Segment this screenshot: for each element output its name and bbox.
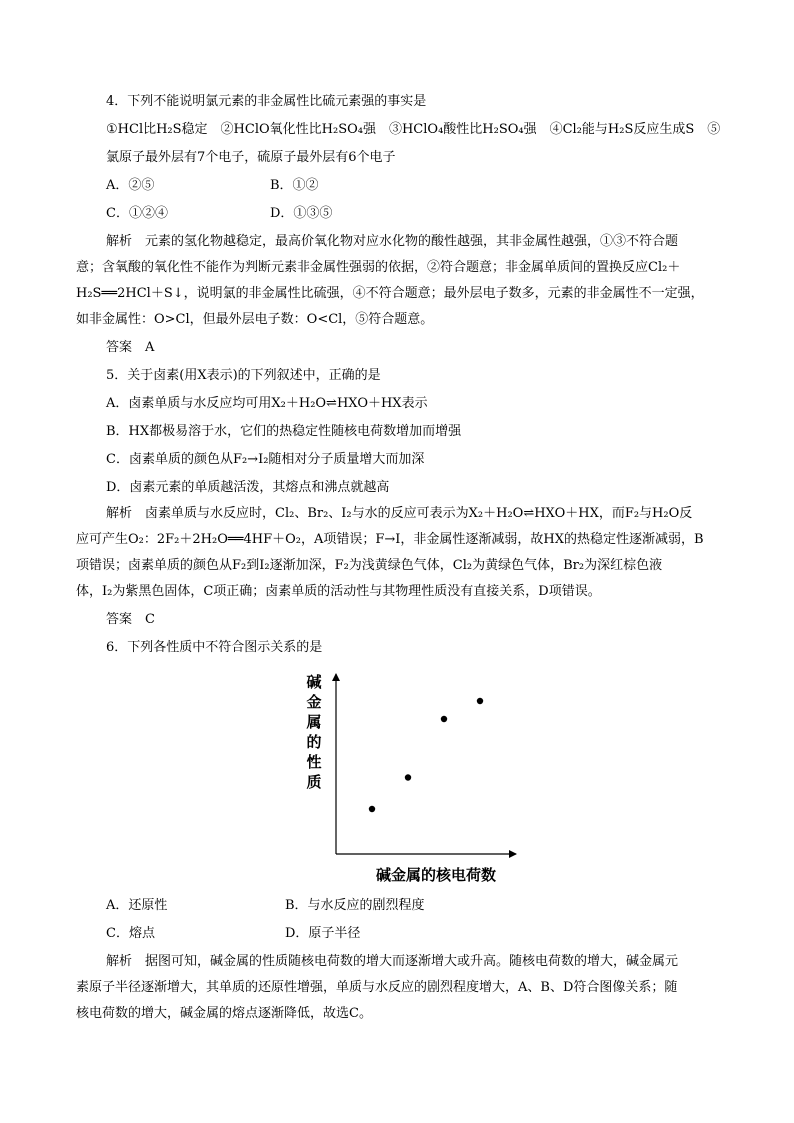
q6-analysis-line2: 素原子半径逐渐增大，其单质的还原性增强，单质与水反应的剧烈程度增大，A、B、D符合图像关系；随: [76, 980, 678, 995]
q4-analysis-line2: 意；含氧酸的氧化性不能作为判断元素非金属性强弱的依据，②符合题意；非金属单质间的置换反应Cl₂＋: [76, 260, 681, 275]
q5-option-b: B．HX都极易溶于水，它们的热稳定性随核电荷数增加而增强: [106, 424, 462, 439]
q5-answer: 答案 C: [106, 612, 155, 627]
q4-option-b: B．①②: [270, 178, 319, 193]
q5-option-c: C．卤素单质的颜色从F₂→I₂随相对分子质量增大而加深: [106, 452, 425, 467]
chart-data-point: [405, 774, 411, 780]
q4-option-d: D．①③⑤: [270, 206, 333, 221]
q4-facts-line1: ①HCl比H₂S稳定 ②HClO氧化性比H₂SO₄强 ③HClO₄酸性比H₂SO₄强 ④Cl₂能与H₂S反应生成S ⑤: [106, 122, 721, 137]
q4-option-c: C．①②④: [106, 206, 168, 221]
q5-analysis-line3: 项错误；卤素单质的颜色从F₂到I₂逐渐加深，F₂为浅黄绿色气体，Cl₂为黄绿色气体，Br₂为深红棕色液: [76, 558, 663, 573]
q6-analysis-line1: 解析 据图可知，碱金属的性质随核电荷数的增大而逐渐增大或升高。随核电荷数的增大，碱金属元: [106, 954, 679, 969]
q4-analysis-line3: H₂S══2HCl＋S↓，说明氯的非金属性比硫强，④不符合题意；最外层电子数多，元素的非金属性不一定强，: [76, 286, 704, 301]
q4-analysis-line4: 如非金属性：O>Cl，但最外层电子数：O<Cl，⑤符合题意。: [76, 312, 434, 327]
q4-option-a: A．②⑤: [106, 178, 155, 193]
chart-x-axis-label: 碱金属的核电荷数: [376, 866, 497, 884]
q6-option-c: C．熔点: [106, 926, 155, 941]
alkali-metal-chart: [300, 668, 540, 890]
q6-analysis-line3: 核电荷数的增大，碱金属的熔点逐渐降低，故选C。: [76, 1006, 372, 1021]
q4-stem: 4．下列不能说明氯元素的非金属性比硫元素强的事实是: [106, 94, 427, 109]
q5-stem: 5．关于卤素(用X表示)的下列叙述中，正确的是: [106, 368, 381, 383]
chart-data-point: [477, 698, 483, 704]
chart-data-point: [369, 806, 375, 812]
q5-analysis-line4: 体，I₂为紫黑色固体，C项正确；卤素单质的活动性与其物理性质没有直接关系，D项错误。: [76, 584, 601, 599]
q6-option-a: A．还原性: [106, 898, 168, 913]
q4-facts-line2: 氯原子最外层有7个电子，硫原子最外层有6个电子: [106, 150, 396, 165]
q5-option-a: A．卤素单质与水反应均可用X₂＋H₂O⇌HXO＋HX表示: [106, 396, 428, 411]
q6-stem: 6．下列各性质中不符合图示关系的是: [106, 640, 323, 655]
chart-data-point: [441, 716, 447, 722]
q4-analysis-line1: 解析 元素的氢化物越稳定，最高价氧化物对应水化物的酸性越强，其非金属性越强，①③不符合题: [106, 234, 679, 249]
q6-option-d: D．原子半径: [285, 926, 361, 941]
q5-option-d: D．卤素元素的单质越活泼，其熔点和沸点就越高: [106, 480, 390, 495]
q5-analysis-line1: 解析 卤素单质与水反应时，Cl₂、Br₂、I₂与水的反应可表示为X₂＋H₂O⇌HXO＋HX，而F₂与H₂O反: [106, 506, 693, 521]
q4-answer: 答案 A: [106, 340, 155, 355]
q6-option-b: B．与水反应的剧烈程度: [285, 898, 425, 913]
chart-y-axis-label: 碱金属的性质: [306, 673, 322, 791]
chart-plot-area: [300, 668, 540, 868]
q5-analysis-line2: 应可产生O₂：2F₂＋2H₂O══4HF＋O₂，A项错误；F→I，非金属性逐渐减弱，故HX的热稳定性逐渐减弱，B: [76, 532, 704, 547]
